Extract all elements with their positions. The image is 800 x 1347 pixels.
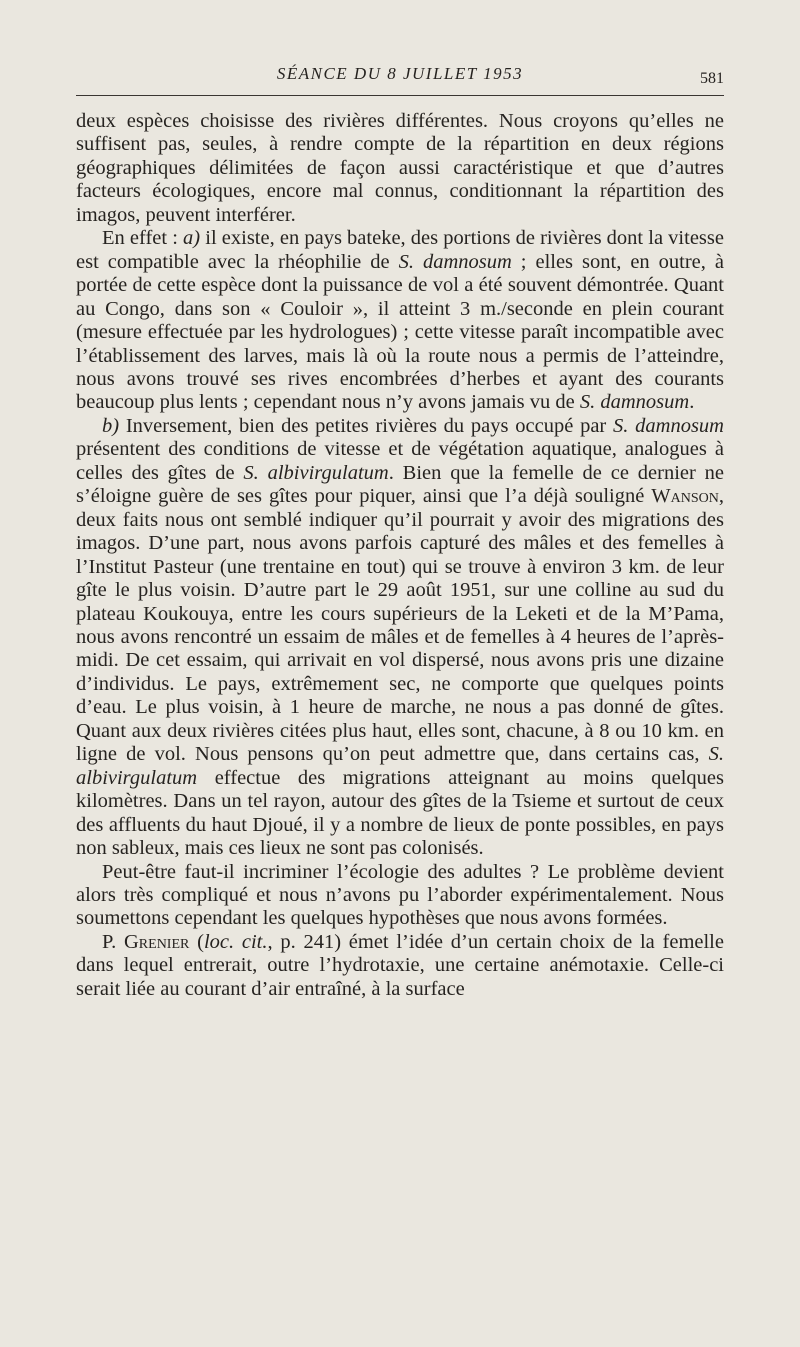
paragraph [76, 931, 724, 1001]
text-run: En effet : [102, 227, 184, 250]
italic-text: S. damnosum [579, 391, 690, 414]
italic-text: S. damnosum [613, 414, 724, 437]
text-run: . Bien que la femelle de ce dernier ne s’éloigne guère de ses gîtes pour piquer, ainsi que l’a déjà souligné [76, 461, 724, 508]
body-text [76, 110, 724, 1001]
paragraph [76, 110, 724, 227]
text-run: , deux faits nous ont semblé indiquer qu’il pourrait y avoir des migrations des imagos. D’une part, nous avons parfois capturé des mâles et des femelles à l’Institut Pasteur (une trentaine en tout) qui se trouve à environ 3 km. de leur gîte le plus voisin. D’autre part le 29 août 1951, sur une colline au sud du plateau Koukouya, entre les cours supérieurs de la Leketi et de la M’Pama, nous avons rencontré un essaim de mâles et de femelles à 4 heures de l’après-midi. De cet essaim, qui arrivait en vol dispersé, nous avons pris une dizaine d’individus. Le pays, extrêmement sec, ne comporte que quelques points d’eau. Le plus voisin, à 1 heure de marche, ne nous a pas donné de gîtes. Quant aux deux rivières citées plus haut, elles sont, chacune, à 8 ou 10 km. en ligne de vol. Nous pensons qu’on peut admettre que, dans certains cas, [76, 485, 724, 766]
paragraph [76, 861, 724, 931]
running-head: SÉANCE DU 8 JUILLET 1953 [276, 64, 524, 83]
italic-text: S. albivirgulatum [243, 461, 389, 484]
text-run: ( [189, 930, 204, 953]
italic-text: b) [102, 414, 120, 437]
author-name: Wanson [651, 485, 719, 508]
text-run: Inversement, bien des petites rivières du pays occupé par [119, 414, 614, 437]
text-run: deux espèces choisisse des rivières différentes. Nous croyons qu’elles ne suffisent pas, seules, à rendre compte de la répartition en deux régions géographiques délimitées de façon aussi caractéristique et que d’autres facteurs écologiques, encore mal connus, conditionnant la répartition des imagos, peuvent interférer. [76, 110, 724, 226]
text-run: présentent des conditions de vitesse et de végétation aquatique, analogues à celles des gîtes de [76, 438, 724, 484]
italic-text: S. albivirgulatum [76, 743, 724, 789]
text-run: P. [102, 930, 124, 953]
text-run: ; elles sont, en outre, à portée de cette espèce dont la puissance de vol a été souvent démontrée. Quant au Congo, dans son « Couloir », il atteint 3 m./seconde en plein courant (mesure effectuée par les hydrologues) ; cette vitesse paraît incompatible avec l’établissement des larves, mais là où la route nous a permis de l’atteindre, nous avons trouvé ses rives encombrées d’herbes et ayant des courants beaucoup plus lents ; cependant nous n’y avons jamais vu de [76, 250, 724, 414]
author-name: Grenier [124, 930, 190, 953]
text-run: Peut-être faut-il incriminer l’écologie des adultes ? Le problème devient alors très compliqué et nous n’avons pu l’aborder expérimentalement. Nous soumettons cependant les quelques hypothèses que nous avons formées. [76, 860, 724, 930]
italic-text: S. damnosum [398, 250, 512, 273]
text-run: , p. 241) émet l’idée d’un certain choix de la femelle dans lequel entrerait, outre l’hydrotaxie, une certaine anémotaxie. Celle-ci serait liée au courant d’air entraîné, à la surface [76, 930, 724, 1000]
paragraph [76, 227, 724, 415]
page-number: 581 [700, 70, 724, 87]
italic-text: loc. cit. [203, 930, 268, 953]
page-header [76, 64, 724, 90]
text-run: effectue des migrations atteignant au moins quelques kilomètres. Dans un tel rayon, autour des gîtes de la Tsieme et surtout de ceux des affluents du haut Djoué, il y a nombre de lieux de ponte possibles, en pays non sableux, mais ces lieux ne sont pas colonisés. [76, 766, 724, 860]
paragraph [76, 415, 724, 861]
italic-text: a) [183, 227, 201, 250]
text-run: . [689, 391, 695, 414]
text-run: il existe, en pays bateke, des portions de rivières dont la vitesse est compatible avec la rhéophilie de [76, 227, 724, 273]
header-rule [76, 95, 724, 96]
